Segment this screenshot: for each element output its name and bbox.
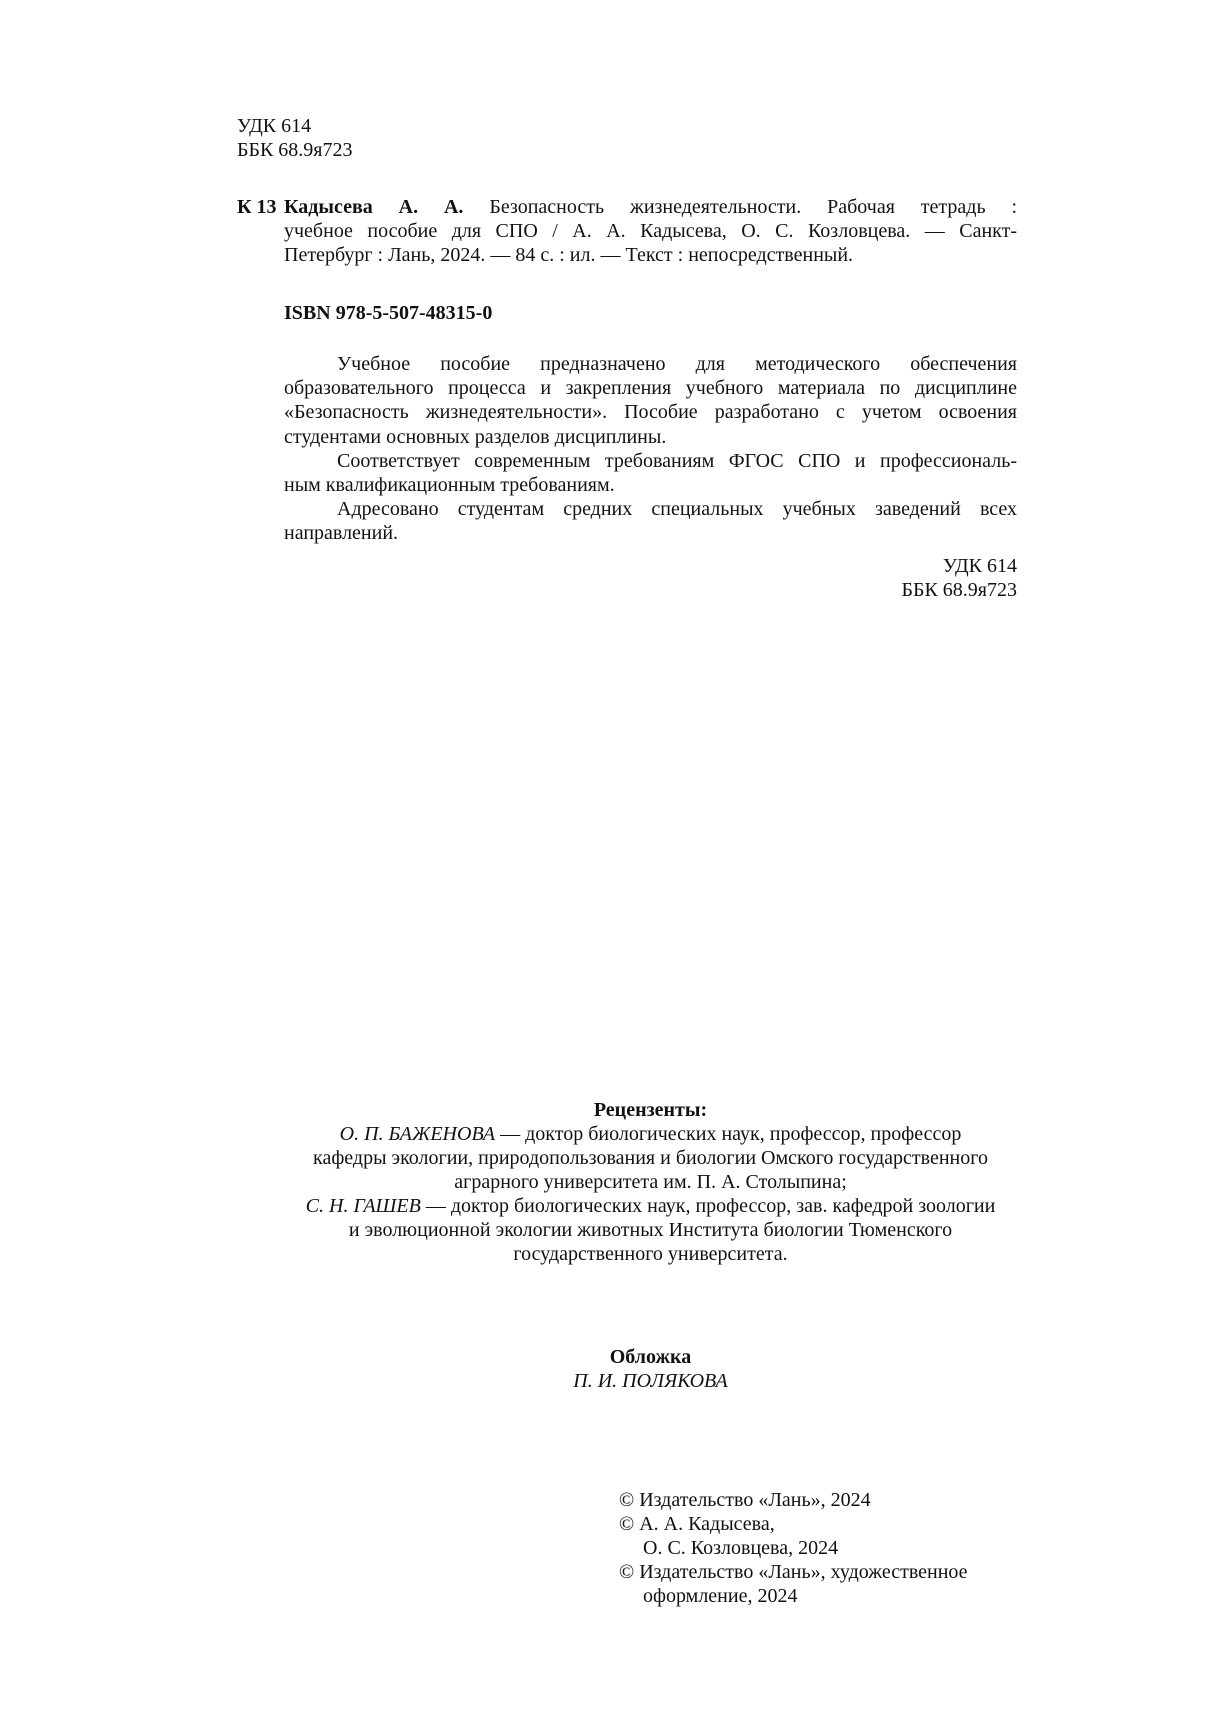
reviewer-1-line-3: аграрного университета им. П. А. Столыпина;	[454, 1171, 847, 1193]
reviewer-1-line-2: кафедры экологии, природопользования и биологии Омского государственного	[313, 1147, 988, 1169]
annotation-p3-line-1: Адресовано студентам средних специальных учебных заведений всех	[337, 498, 1017, 521]
udk-code-right: УДК 614	[942, 555, 1017, 577]
bbk-code-right: ББК 68.9я723	[901, 579, 1017, 601]
reviewer-2-name: С. Н. ГАШЕВ	[305, 1195, 421, 1217]
author-name: Кадысева А. А.	[284, 196, 464, 218]
annotation-p1-line-3: «Безопасность жизнедеятельности». Пособие разработано с учетом освоения	[284, 401, 1017, 424]
cover-designer: П. И. ПОЛЯКОВА	[573, 1370, 728, 1392]
copyright-publisher: © Издательство «Лань», 2024	[619, 1489, 871, 1511]
classification-codes-right	[901, 554, 1017, 602]
classification-codes	[237, 114, 353, 162]
copyright-authors: © А. А. Кадысева,	[619, 1513, 775, 1535]
reviewers-heading: Рецензенты:	[593, 1099, 708, 1121]
cover-heading: Обложка	[609, 1346, 692, 1368]
copyright-design: © Издательство «Лань», художественное	[619, 1561, 968, 1583]
reviewer-2-line-3: государственного университета.	[513, 1243, 788, 1265]
copyright-notices	[619, 1488, 968, 1608]
isbn: ISBN 978-5-507-48315-0	[284, 302, 493, 324]
reviewers-section	[284, 1098, 1017, 1266]
reviewer-1-name: О. П. БАЖЕНОВА	[339, 1123, 496, 1145]
copyright-design-cont: оформление, 2024	[643, 1585, 798, 1607]
bib-line-2: учебное пособие для СПО / А. А. Кадысева, О. С. Козловцева. — Санкт-	[284, 220, 1017, 242]
bib-line-3: Петербург : Лань, 2024. — 84 с. : ил. — Текст : непосредственный.	[284, 244, 854, 266]
copyright-authors-cont: О. С. Козловцева, 2024	[643, 1537, 839, 1559]
annotation	[284, 352, 1017, 546]
annotation-p1-line-2: образовательного процесса и закрепления учебного материала по дисциплине	[284, 377, 1017, 400]
annotation-p1-line-1: Учебное пособие предназначено для методического обеспечения	[337, 353, 1017, 375]
author-sign: К 13	[237, 196, 277, 218]
annotation-p2-line-2: ным квалификационным требованиям.	[284, 474, 615, 497]
reviewer-1-line-1	[284, 1122, 1017, 1146]
book-title: Безопасность жизнедеятельности. Рабочая тетрадь :	[489, 196, 1018, 218]
udk-code: УДК 614	[237, 115, 312, 137]
annotation-p2-line-1: Соответствует современным требованиям ФГОС СПО и профессиональ-	[337, 449, 1017, 472]
annotation-p1-line-4: студентами основных разделов дисциплины.	[284, 425, 667, 448]
bib-line-1	[284, 195, 1017, 219]
annotation-p3-line-2: направлений.	[284, 522, 399, 545]
bbk-code: ББК 68.9я723	[237, 139, 353, 161]
reviewer-1-title: — доктор биологических наук, профессор, профессор	[495, 1123, 962, 1145]
reviewer-2-title: — доктор биологических наук, профессор, зав. кафедрой зоологии	[420, 1195, 996, 1217]
cover-credit	[284, 1345, 1017, 1393]
reviewer-2-line-2: и эволюционной экологии животных Института биологии Тюменского	[348, 1219, 953, 1241]
reviewer-2-line-1	[284, 1194, 1017, 1218]
bibliographic-description	[284, 195, 1017, 267]
